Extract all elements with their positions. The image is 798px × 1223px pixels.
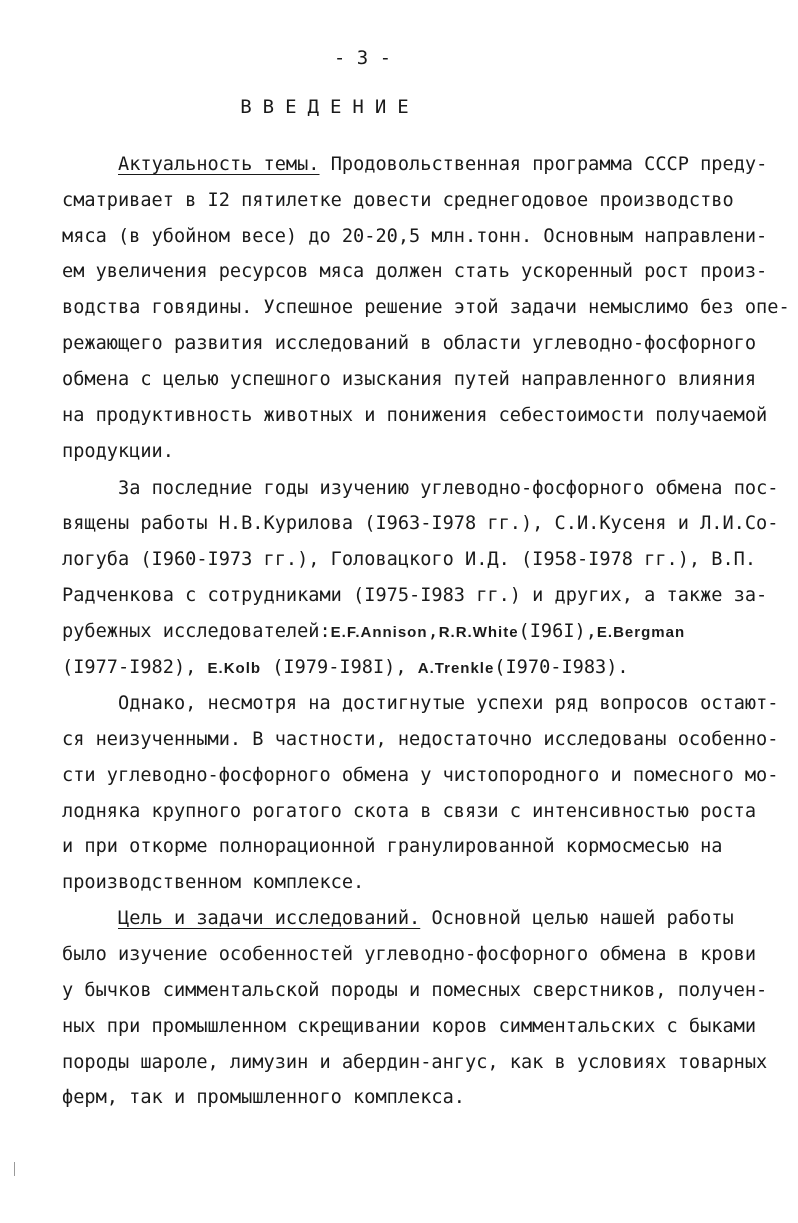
paragraph-line: ферм, так и промышленного комплекса. bbox=[62, 1087, 465, 1108]
paragraph-line: производственном комплексе. bbox=[62, 872, 365, 893]
paragraph-line: на продуктивность животных и понижения себестоимости получаемой bbox=[62, 405, 768, 426]
paragraph-line: (I977-I982), E.Kolb (I979-I98I), A.Trenkle(I970-I983). bbox=[62, 657, 629, 678]
scan-margin-mark bbox=[14, 1162, 15, 1176]
paragraph-line: ных при промышленном скрещивании коров симментальских с быками bbox=[62, 1016, 757, 1037]
paragraph-line: было изучение особенностей углеводно-фосфорного обмена в крови bbox=[62, 944, 757, 965]
paragraph-line: Однако, несмотря на достигнутые успехи ряд вопросов остают- bbox=[118, 693, 779, 714]
paragraph-line: мяса (в убойном весе) до 20-20,5 млн.тонн. Основным направлени- bbox=[62, 226, 768, 247]
author-kolb: E.Kolb bbox=[207, 660, 262, 677]
section-heading-relevance: Актуальность темы. bbox=[118, 154, 320, 175]
paragraph-line: Актуальность темы. Продовольственная программа СССР преду- bbox=[118, 154, 768, 175]
paragraph-line: ся неизученными. В частности, недостаточно исследованы особенно- bbox=[62, 729, 779, 750]
paragraph-line: Цель и задачи исследований. Основной целью нашей работы bbox=[118, 908, 734, 929]
paragraph-line: обмена с целью успешного изыскания путей направленного влияния bbox=[62, 369, 757, 390]
paragraph-line: и при откорме полнорационной гранулированной кормосмесью на bbox=[62, 836, 723, 857]
author-annison: E.F.Annison bbox=[330, 624, 428, 641]
paragraph-line: Радченкова с сотрудниками (I975-I983 гг.) и других, а также за- bbox=[62, 585, 768, 606]
paragraph-line: сти углеводно-фосфорного обмена у чистопородного и помесного мо- bbox=[62, 765, 779, 786]
paragraph-line: лодняка крупного рогатого скота в связи с интенсивностью роста bbox=[62, 801, 757, 822]
paragraph-line: у бычков симментальской породы и помесных сверстников, получен- bbox=[62, 980, 768, 1001]
paragraph-line: сматривает в I2 пятилетке довести среднегодовое производство bbox=[62, 190, 734, 211]
author-trenkle: A.Trenkle bbox=[417, 660, 495, 677]
page-number: - 3 - bbox=[333, 47, 392, 69]
paragraph-line: За последние годы изучению углеводно-фосфорного обмена пос- bbox=[118, 478, 779, 499]
paragraph-line: вящены работы Н.В.Курилова (I963-I978 гг.), С.И.Кусеня и Л.И.Со- bbox=[62, 513, 779, 534]
paragraph-line: режающего развития исследований в области углеводно-фосфорного bbox=[62, 333, 757, 354]
paragraph-line: породы шароле, лимузин и абердин-ангус, как в условиях товарных bbox=[62, 1052, 768, 1073]
paragraph-line: ем увеличения ресурсов мяса должен стать ускоренный рост произ- bbox=[62, 261, 768, 282]
section-heading-goals: Цель и задачи исследований. bbox=[118, 908, 421, 929]
paragraph-line: рубежных исследователей:E.F.Annison,R.R.White(I96I),E.Bergman bbox=[62, 621, 686, 642]
author-white: R.R.White bbox=[438, 624, 519, 641]
paragraph-line: водства говядины. Успешное решение этой задачи немыслимо без опе- bbox=[62, 297, 790, 318]
page-title: ВВЕДЕНИЕ bbox=[240, 96, 420, 118]
author-bergman: E.Bergman bbox=[596, 624, 686, 641]
paragraph-line: логуба (I960-I973 гг.), Головацкого И.Д. (I958-I978 гг.), В.П. bbox=[62, 549, 757, 570]
paragraph-line: продукции. bbox=[62, 441, 174, 462]
